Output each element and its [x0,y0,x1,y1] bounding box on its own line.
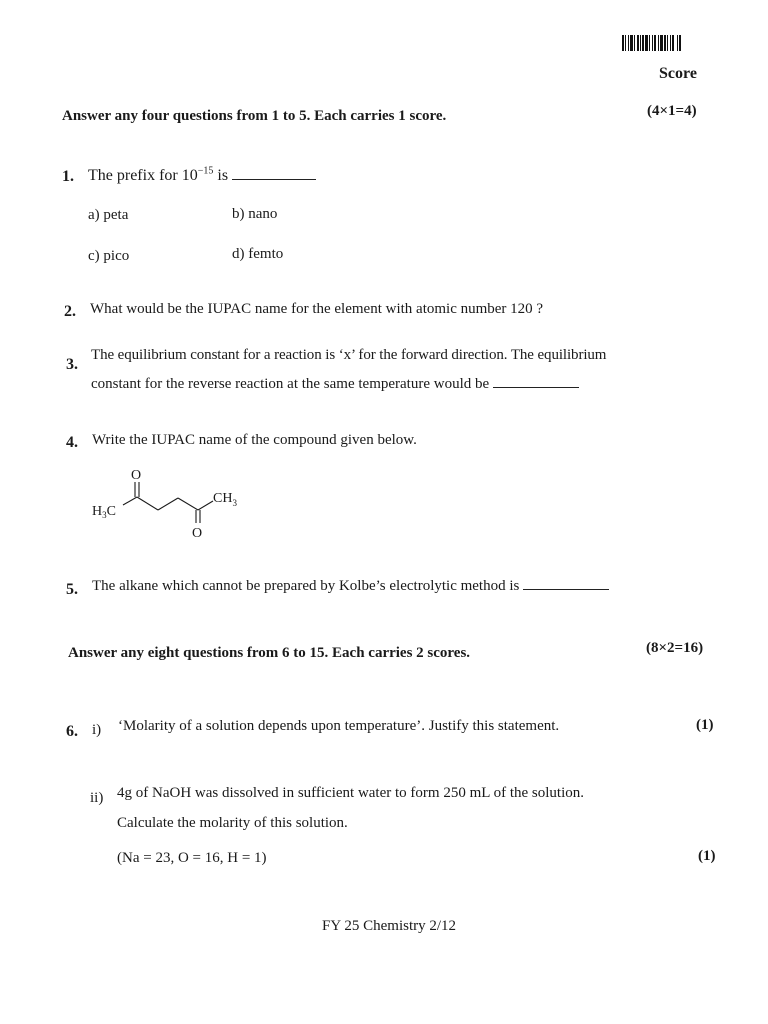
oxygen-top-label: O [131,468,142,483]
q1-option-b: b) nano [232,206,278,222]
methyl-right-sub: 3 [232,498,237,508]
barcode-bar [649,35,650,51]
bond-c3-c4 [158,498,178,510]
barcode-bar [622,35,624,51]
barcode-bar [677,35,678,51]
q6-number: 6. [66,723,78,740]
q2-text: What would be the IUPAC name for the element with atomic number 120 ? [90,301,544,317]
q6-part-ii-line1: 4g of NaOH was dissolved in sufficient water to form 250 mL of the solution. [117,785,585,801]
barcode-bar [658,35,659,51]
q1-answer-blank [232,178,316,180]
q5-number: 5. [66,581,78,598]
methyl-right-ch: CH [213,491,233,506]
q6-part-i-label: i) [92,722,102,738]
q1-option-d: d) femto [232,246,284,262]
barcode-bar [645,35,648,51]
q3-line2-wrap [91,376,579,393]
oxygen-bottom-label: O [192,526,203,540]
bond-c4-c5 [178,498,198,510]
q1-text-after: is [217,167,229,184]
methyl-left-label [92,504,116,520]
barcode-bar [628,35,629,51]
q6-part-i-marks: (1) [696,717,714,733]
barcode-bar [660,35,663,51]
q1-exponent: −15 [197,165,214,177]
q1-option-a: a) peta [88,207,129,223]
barcode-bar [679,35,681,51]
q6-part-ii-label: ii) [90,790,104,806]
barcode-bar [670,35,671,51]
q3-line2: constant for the reverse reaction at the same temperature would be [91,376,490,392]
q4-text: Write the IUPAC name of the compound given below. [92,432,417,448]
q4-number: 4. [66,434,78,451]
barcode-bar [664,35,666,51]
q3-number: 3. [66,356,78,373]
q6-part-ii-data: (Na = 23, O = 16, H = 1) [117,850,267,866]
barcode-bar [652,35,653,51]
section-b-marks: (8×2=16) [646,640,704,656]
methyl-right-label [213,491,237,508]
q1-number: 1. [62,168,74,185]
q6-part-ii-marks: (1) [698,848,716,864]
q5-answer-blank [523,588,609,590]
barcode-bar [630,35,633,51]
barcode-bar [640,35,641,51]
section-b-instruction: Answer any eight questions from 6 to 15. Each carries 2 scores. [68,645,471,661]
q5-line-wrap [92,578,609,595]
compound-structure [90,465,250,540]
q3-answer-blank [493,386,579,388]
methyl-left-sub: 3 [102,510,107,520]
barcode-bar [667,35,668,51]
section-a-instruction: Answer any four questions from 1 to 5. Each carries 1 score. [62,108,447,124]
q6-part-ii-line2: Calculate the molarity of this solution. [117,815,348,831]
barcode-bar [654,35,656,51]
barcode-bar [637,35,639,51]
methyl-left-c: C [106,504,116,519]
q2-number: 2. [64,303,76,320]
methyl-left-h: H [92,504,103,519]
score-label: Score [659,65,697,82]
bond-c2-c3 [137,497,158,510]
q5-text: The alkane which cannot be prepared by Kolbe’s electrolytic method is [92,578,520,594]
q1-option-c: c) pico [88,248,130,264]
q1-text-before: The prefix for 10 [88,167,198,184]
barcode-bar [672,35,674,51]
barcode-bar [634,35,635,51]
q1-text [88,167,316,185]
section-a-marks: (4×1=4) [647,103,697,119]
bond-c1-c2 [123,497,137,505]
barcode-bar [642,35,644,51]
bond-c5-c6 [198,501,213,510]
q6-part-i-text: ‘Molarity of a solution depends upon temperature’. Justify this statement. [118,718,560,734]
barcode-bar [625,35,626,51]
page-footer: FY 25 Chemistry 2/12 [322,918,457,934]
q3-line1: The equilibrium constant for a reaction is ‘x’ for the forward direction. The equilibrium [91,347,607,363]
barcode [622,35,708,51]
